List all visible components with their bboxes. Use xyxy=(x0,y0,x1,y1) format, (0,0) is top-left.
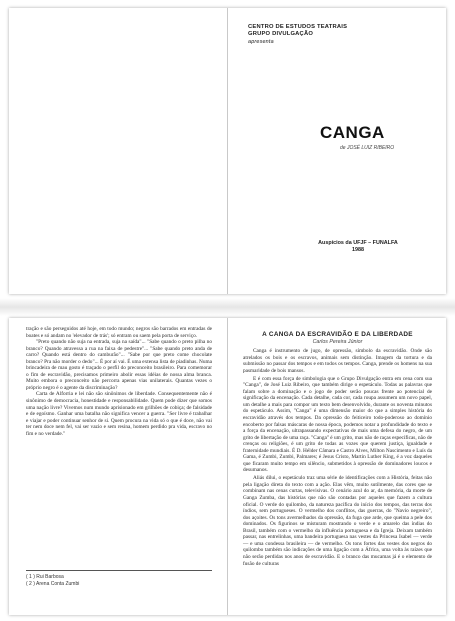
page-separator xyxy=(0,298,455,316)
organization-block xyxy=(248,24,347,46)
paragraph: Canga é instrumento de jugo, de opressão, símbolo da escravidão. Onde são atrelados os bois e os escravos, animais sem distinção. Imagem da tortura e da submissão no passar dos tempos e em todos os tempos. Canga, prende os homens na sua pasmaridade de bois mansos. xyxy=(243,348,432,374)
paragraph: "Preto quando não suja na entrada, suja na saída"... "Sabe quando o preto pilha no branco? Quando atravessa a rua na faixa de pedestre"... "Sabe quando preto anda de carro? Quando está dentro do camburão"... "Sabe por que preto come chocolate branco? Pra não morder o dedo"... É por aí vai. É uma extensa lista de piadinhas. Numa brincadeira de mau gosto é traçado o perfil do preconceito brasileiro. Para comemorar o fim de escravidão, precisamos primeiro abolir essas idéias de nossa alma branca. Muito embora o preconceito não percorra apenas vias unilaterais. Quantas vezes o próprio negro é o agente da discriminação? xyxy=(26,339,212,391)
play-title: CANGA xyxy=(320,123,385,142)
footnote: ( 1 ) Rui Barbosa xyxy=(26,574,64,580)
presents-label: apresenta xyxy=(248,38,274,45)
play-author: de JOSÉ LUIZ RIBEIRO xyxy=(340,145,395,151)
org-name: CENTRO DE ESTUDOS TEATRAIS xyxy=(248,24,348,30)
sponsor-year: 1988 xyxy=(352,247,364,254)
paragraph: E é com essa força de simbologia que o Grupo Divulgação entra em cena com sua "Canga", de José Luiz Ribeiro, que também dirige o espetáculo. Todas as palavras que falam sobre a dominação e o jogo de poder serão poucas frente ao potencial de significação da encenação. Cada detalhe, cada cor, cada roupa assumem um novo papel, um detalhe a mais para compor um texto bem desenvolvido, durante os noventa minutos do espetáculo. Assim, "Canga" é uma dimensão maior do que a simples história do escravidão através dos tempos. Da opressão do feiticeiro todo-poderoso ao domínio encoberto por falsas máscaras de nossa época, podemos notar a profundidade do texto e a força da encenação, ultrapassando expectativas de mais uma defesa do negro, de um grito de libertação de uma raça. "Canga" é um grito, mas não de raças específicas, não de crenças ou religiões, é um grito de todas as vozes que querem justiça, igualdade e fraternidade mundiais. É D. Hélder Câmara e Castro Alves, Milton Nascimento e Luís da Gama, é Zumbi, Zumbi, Palmares; é Jesus Cristo, Martin Luther King, é a voz daqueles que ficaram muito tempo em silêncio, submetidos à opressão de dominadores loucos e desumanos. xyxy=(243,375,432,474)
cover-spread xyxy=(9,8,446,294)
article-title: A CANGA DA ESCRAVIDÃO E DA LIBERDADE xyxy=(262,331,413,338)
blank-inside-cover xyxy=(9,8,227,294)
paragraph: tração e são perseguidos até hoje, em todo mundo; negros são barrados em entradas de boates e só andam no 'elevador de trás'; só entram ou saem pela porta de serviço. xyxy=(26,326,212,339)
group-name: GRUPO DIVULGAÇÃO xyxy=(248,31,314,38)
sponsor-block xyxy=(312,240,404,255)
title-page xyxy=(228,8,446,294)
right-text-page xyxy=(228,318,446,615)
paragraph: Carta de Alforria e lei não são sinônimos de liberdade. Consequentemente não é sinônimo de democracia, honestidade e responsabilidade. Quem pode dizer que somos uma nação livre? Vivemos num mundo aprisionado em grilhões de cobiça; de falsidade e de egoísmo. Ganhar uma batalha não significa vencer a guerra. "Ser livre é trabalhar e viajar e poder continuar senhor de si. Quem procura na vida só o que é doce, não vai ter nem doce nem fel, vai ser vazio e sem resina, homem perdido pra vida, escravo no fim e no verdade." xyxy=(26,391,212,437)
article-spread xyxy=(9,318,446,615)
sponsor-line: Auspícios da UFJF – FUNALFA xyxy=(318,240,398,246)
paragraph: Aliás dilui, o espetáculo traz uma série de identificações com a História, feitas não pela ligação direta do texto com a ação. Elas vêm, muito sutilmente, das cores que se combinam nas cenas curtas, televisivas. O cenário azul do ar, da memória, da morte de Ganga Zumba, das histórias que não são contadas por aqueles que fazem a cultura oficial. O verde do quilombo, da natureza pacífica do início dos tempos, das terras dos índios, sem portugueses. O vermelho dos conflitos, das guerras, do "Navio negreiro", dos açoites. Os tons avermelhados da opressão, da fuga que arde, que queima a pele dos dominados. Os figurinos se misturam mostrando o verde e o amarelo das índias do Brasil, também com o vermelho da influência portuguesa e da Igreja. Deixam também passar, nas entrelinhas, uma bandeira portuguesa nas vestes da Princesa Isabel — verde — e uma condessa brasileira — de vermelho. Os tons fortes das vestes dos negros do quilombo também são indicações de uma ligação com a África, uma volta às raízes que não serão perdidas nos anos de escravidão. E o branco das mucamas já é o elemento de fusão de culturas xyxy=(243,475,432,567)
left-body-text xyxy=(26,326,212,437)
footnotes xyxy=(26,570,212,588)
footnote: ( 2 ) Arena Conta Zumbi xyxy=(26,581,80,587)
right-body-text xyxy=(243,348,432,569)
left-text-page xyxy=(9,318,227,615)
article-author: Carlos Pereira Júnior xyxy=(312,339,363,345)
